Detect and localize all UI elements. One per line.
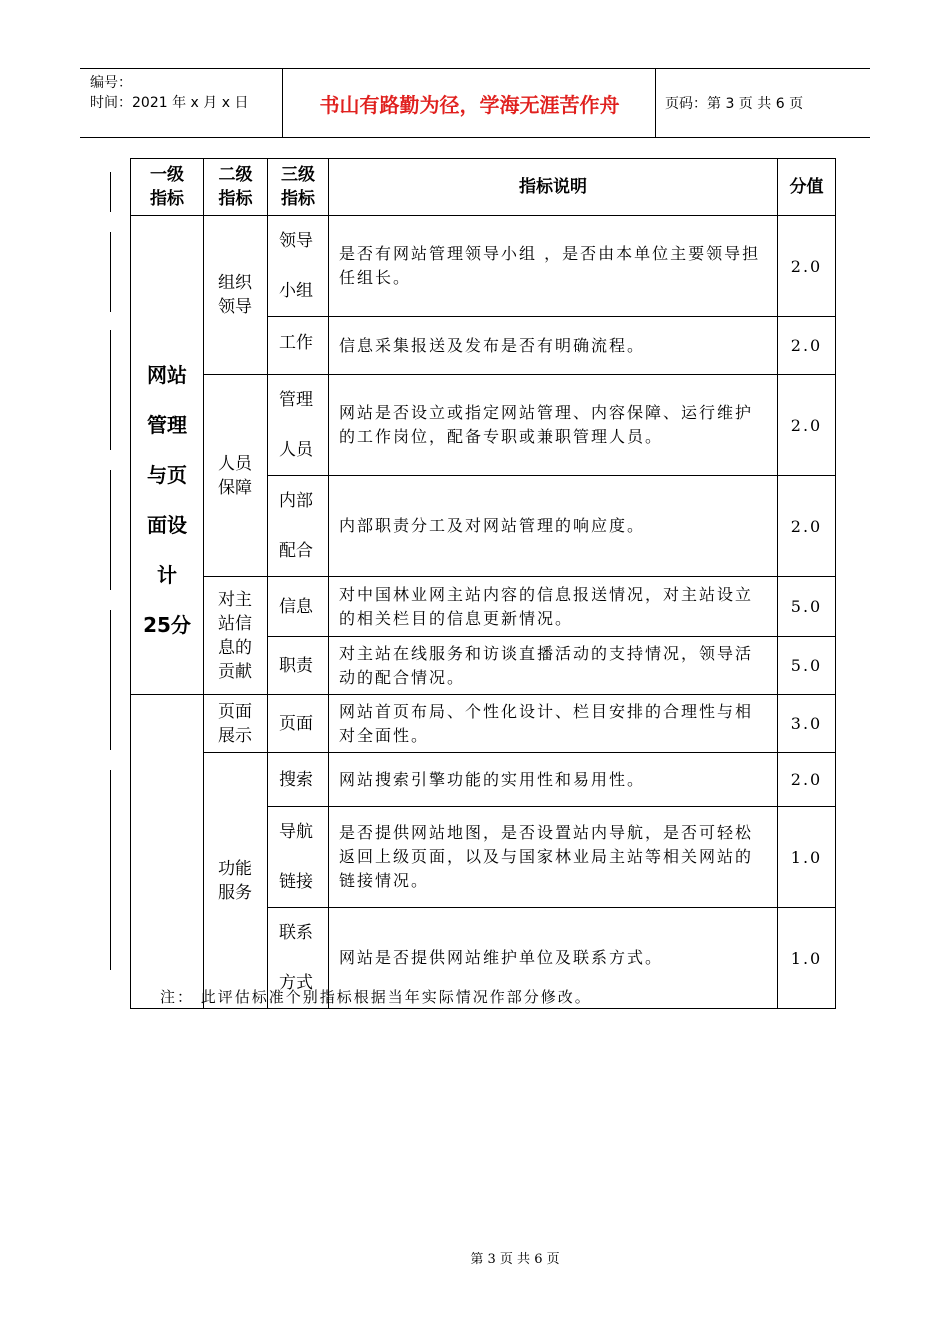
level3-cell: 联系 方式: [268, 908, 329, 1009]
level2-cell: 对主 站信 息的 贡献: [204, 577, 268, 695]
score-cell: 2.0: [778, 753, 836, 807]
level3-cell: 搜索: [268, 753, 329, 807]
table-row: [131, 577, 836, 637]
level3-cell: 领导 小组: [268, 216, 329, 317]
margin-mark: [110, 232, 111, 312]
header-divider: [655, 69, 656, 137]
score-cell: 1.0: [778, 908, 836, 1009]
table-row: [131, 375, 836, 476]
level3-cell: 工作: [268, 317, 329, 375]
header-level3: 三级 指标: [268, 159, 329, 216]
header-motto: 书山有路勤为径，学海无涯苦作舟: [319, 92, 620, 117]
level2-cell: 功能 服务: [204, 753, 268, 1009]
margin-mark: [110, 770, 111, 970]
description-cell: 对主站在线服务和访谈直播活动的支持情况，领导活动的配合情况。: [329, 637, 778, 695]
description-cell: 是否有网站管理领导小组 ，是否由本单位主要领导担任组长。: [329, 216, 778, 317]
header-time: 时间：2021 年 x 月 x 日: [90, 95, 249, 111]
level2-cell: 人员 保障: [204, 375, 268, 577]
description-cell: 内部职责分工及对网站管理的响应度。: [329, 476, 778, 577]
header-number: 编号：: [90, 75, 132, 91]
score-cell: 5.0: [778, 637, 836, 695]
description-cell: 对中国林业网主站内容的信息报送情况，对主站设立的相关栏目的信息更新情况。: [329, 577, 778, 637]
score-cell: 1.0: [778, 807, 836, 908]
score-cell: 2.0: [778, 476, 836, 577]
description-cell: 网站是否设立或指定网站管理、内容保障、运行维护的工作岗位，配备专职或兼职管理人员。: [329, 375, 778, 476]
header-meta: [90, 73, 248, 113]
header-score: 分值: [778, 159, 836, 216]
level1-cell: 网站 管理 与页 面设 计 25分: [131, 216, 204, 695]
description-cell: 网站搜索引擎功能的实用性和易用性。: [329, 753, 778, 807]
score-cell: 2.0: [778, 216, 836, 317]
description-cell: 网站首页布局、个性化设计、栏目安排的合理性与相对全面性。: [329, 695, 778, 753]
table-row: [131, 695, 836, 753]
level3-cell: 信息: [268, 577, 329, 637]
level3-cell: 管理 人员: [268, 375, 329, 476]
score-cell: 3.0: [778, 695, 836, 753]
level3-cell: 内部 配合: [268, 476, 329, 577]
margin-mark: [110, 330, 111, 450]
margin-mark: [110, 470, 111, 590]
header-level2: 二级 指标: [204, 159, 268, 216]
table-row: [131, 216, 836, 317]
description-cell: 网站是否提供网站维护单位及联系方式。: [329, 908, 778, 1009]
score-cell: 2.0: [778, 317, 836, 375]
margin-mark: [110, 172, 111, 212]
table-header-row: [131, 159, 836, 216]
level3-cell: 导航 链接: [268, 807, 329, 908]
header-level1: 一级 指标: [131, 159, 204, 216]
description-cell: 信息采集报送及发布是否有明确流程。: [329, 317, 778, 375]
score-cell: 2.0: [778, 375, 836, 476]
header-description: 指标说明: [329, 159, 778, 216]
level3-cell: 职责: [268, 637, 329, 695]
level3-cell: 页面: [268, 695, 329, 753]
page-footer: 第 3 页 共 6 页: [470, 1252, 560, 1267]
page-header: [80, 68, 870, 138]
header-page-number: 页码：第 3 页 共 6 页: [665, 96, 804, 112]
table-row: [131, 753, 836, 807]
level2-cell: 页面 展示: [204, 695, 268, 753]
score-cell: 5.0: [778, 577, 836, 637]
level1-cell-empty: [131, 695, 204, 1009]
level2-cell: 组织 领导: [204, 216, 268, 375]
description-cell: 是否提供网站地图，是否设置站内导航，是否可轻松返回上级页面，以及与国家林业局主站等相关网站的链接情况。: [329, 807, 778, 908]
evaluation-table: [130, 158, 836, 1009]
margin-mark: [110, 610, 111, 750]
table-note: 注： 此评估标准个别指标根据当年实际情况作部分修改。: [160, 988, 592, 1006]
